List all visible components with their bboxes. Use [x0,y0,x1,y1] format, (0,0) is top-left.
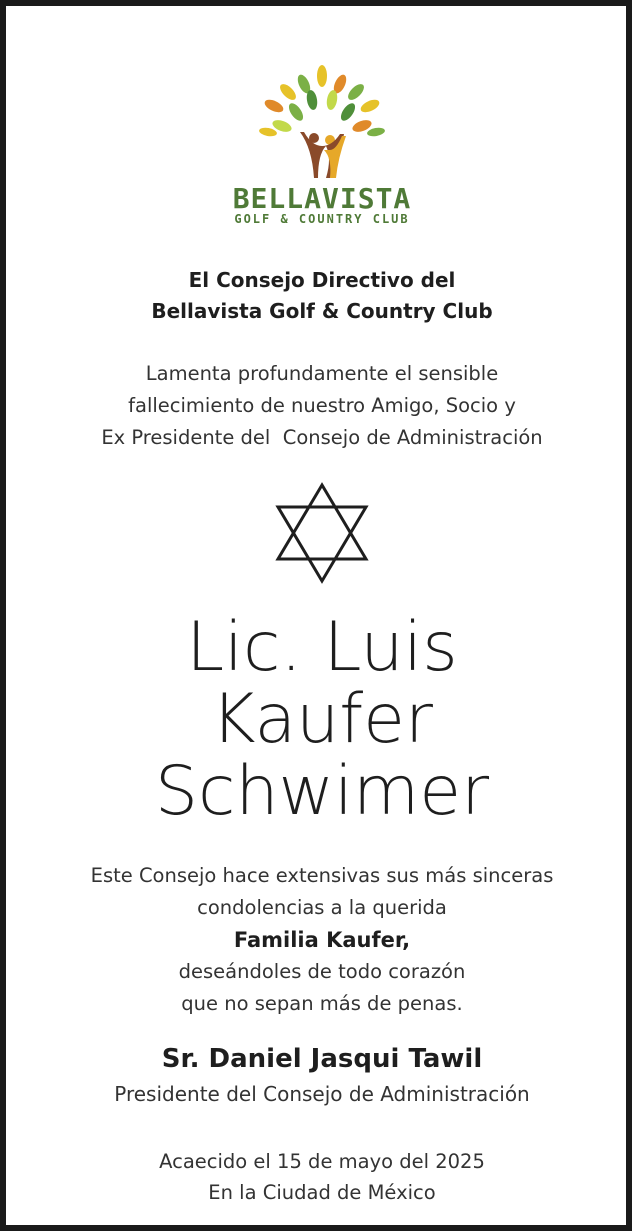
lament-line-2: fallecimiento de nuestro Amigo, Socio y [128,394,516,417]
condolences-line-1: Este Consejo hace extensivas sus más sinceras [90,864,554,887]
signer-name: Sr. Daniel Jasqui Tawil [161,1044,483,1074]
condolences-line-3: deseándoles de todo corazón [178,960,466,983]
death-place: En la Ciudad de México [208,1181,436,1204]
logo-subtitle: GOLF & COUNTRY CLUB [234,212,410,226]
deceased-name-line-1: Lic. Luis [186,608,458,687]
bellavista-tree-logo [252,62,392,180]
death-info [6,1146,632,1208]
family-name: Familia Kaufer, [233,928,411,952]
logo-brand-name: BELLAVISTA [232,182,412,215]
star-of-david-icon [274,481,370,585]
condolences-line-2: condolencias a la querida [197,896,447,919]
deceased-name-line-3: Schwimer [154,752,490,831]
death-date: Acaecido el 15 de mayo del 2025 [159,1150,485,1173]
council-line-2: Bellavista Golf & Country Club [151,299,493,323]
lament-line-1: Lamenta profundamente el sensible [145,362,499,385]
condolences-text [6,860,632,1020]
lament-text [6,358,632,454]
deceased-name-line-2: Kaufer [211,680,433,759]
deceased-name [6,608,632,831]
council-heading [6,265,632,327]
condolences-line-4: que no sepan más de penas. [181,992,463,1015]
signer-title: Presidente del Consejo de Administración [114,1082,530,1106]
council-line-1: El Consejo Directivo del [188,268,456,292]
lament-line-3: Ex Presidente del Consejo de Administración [101,426,543,449]
